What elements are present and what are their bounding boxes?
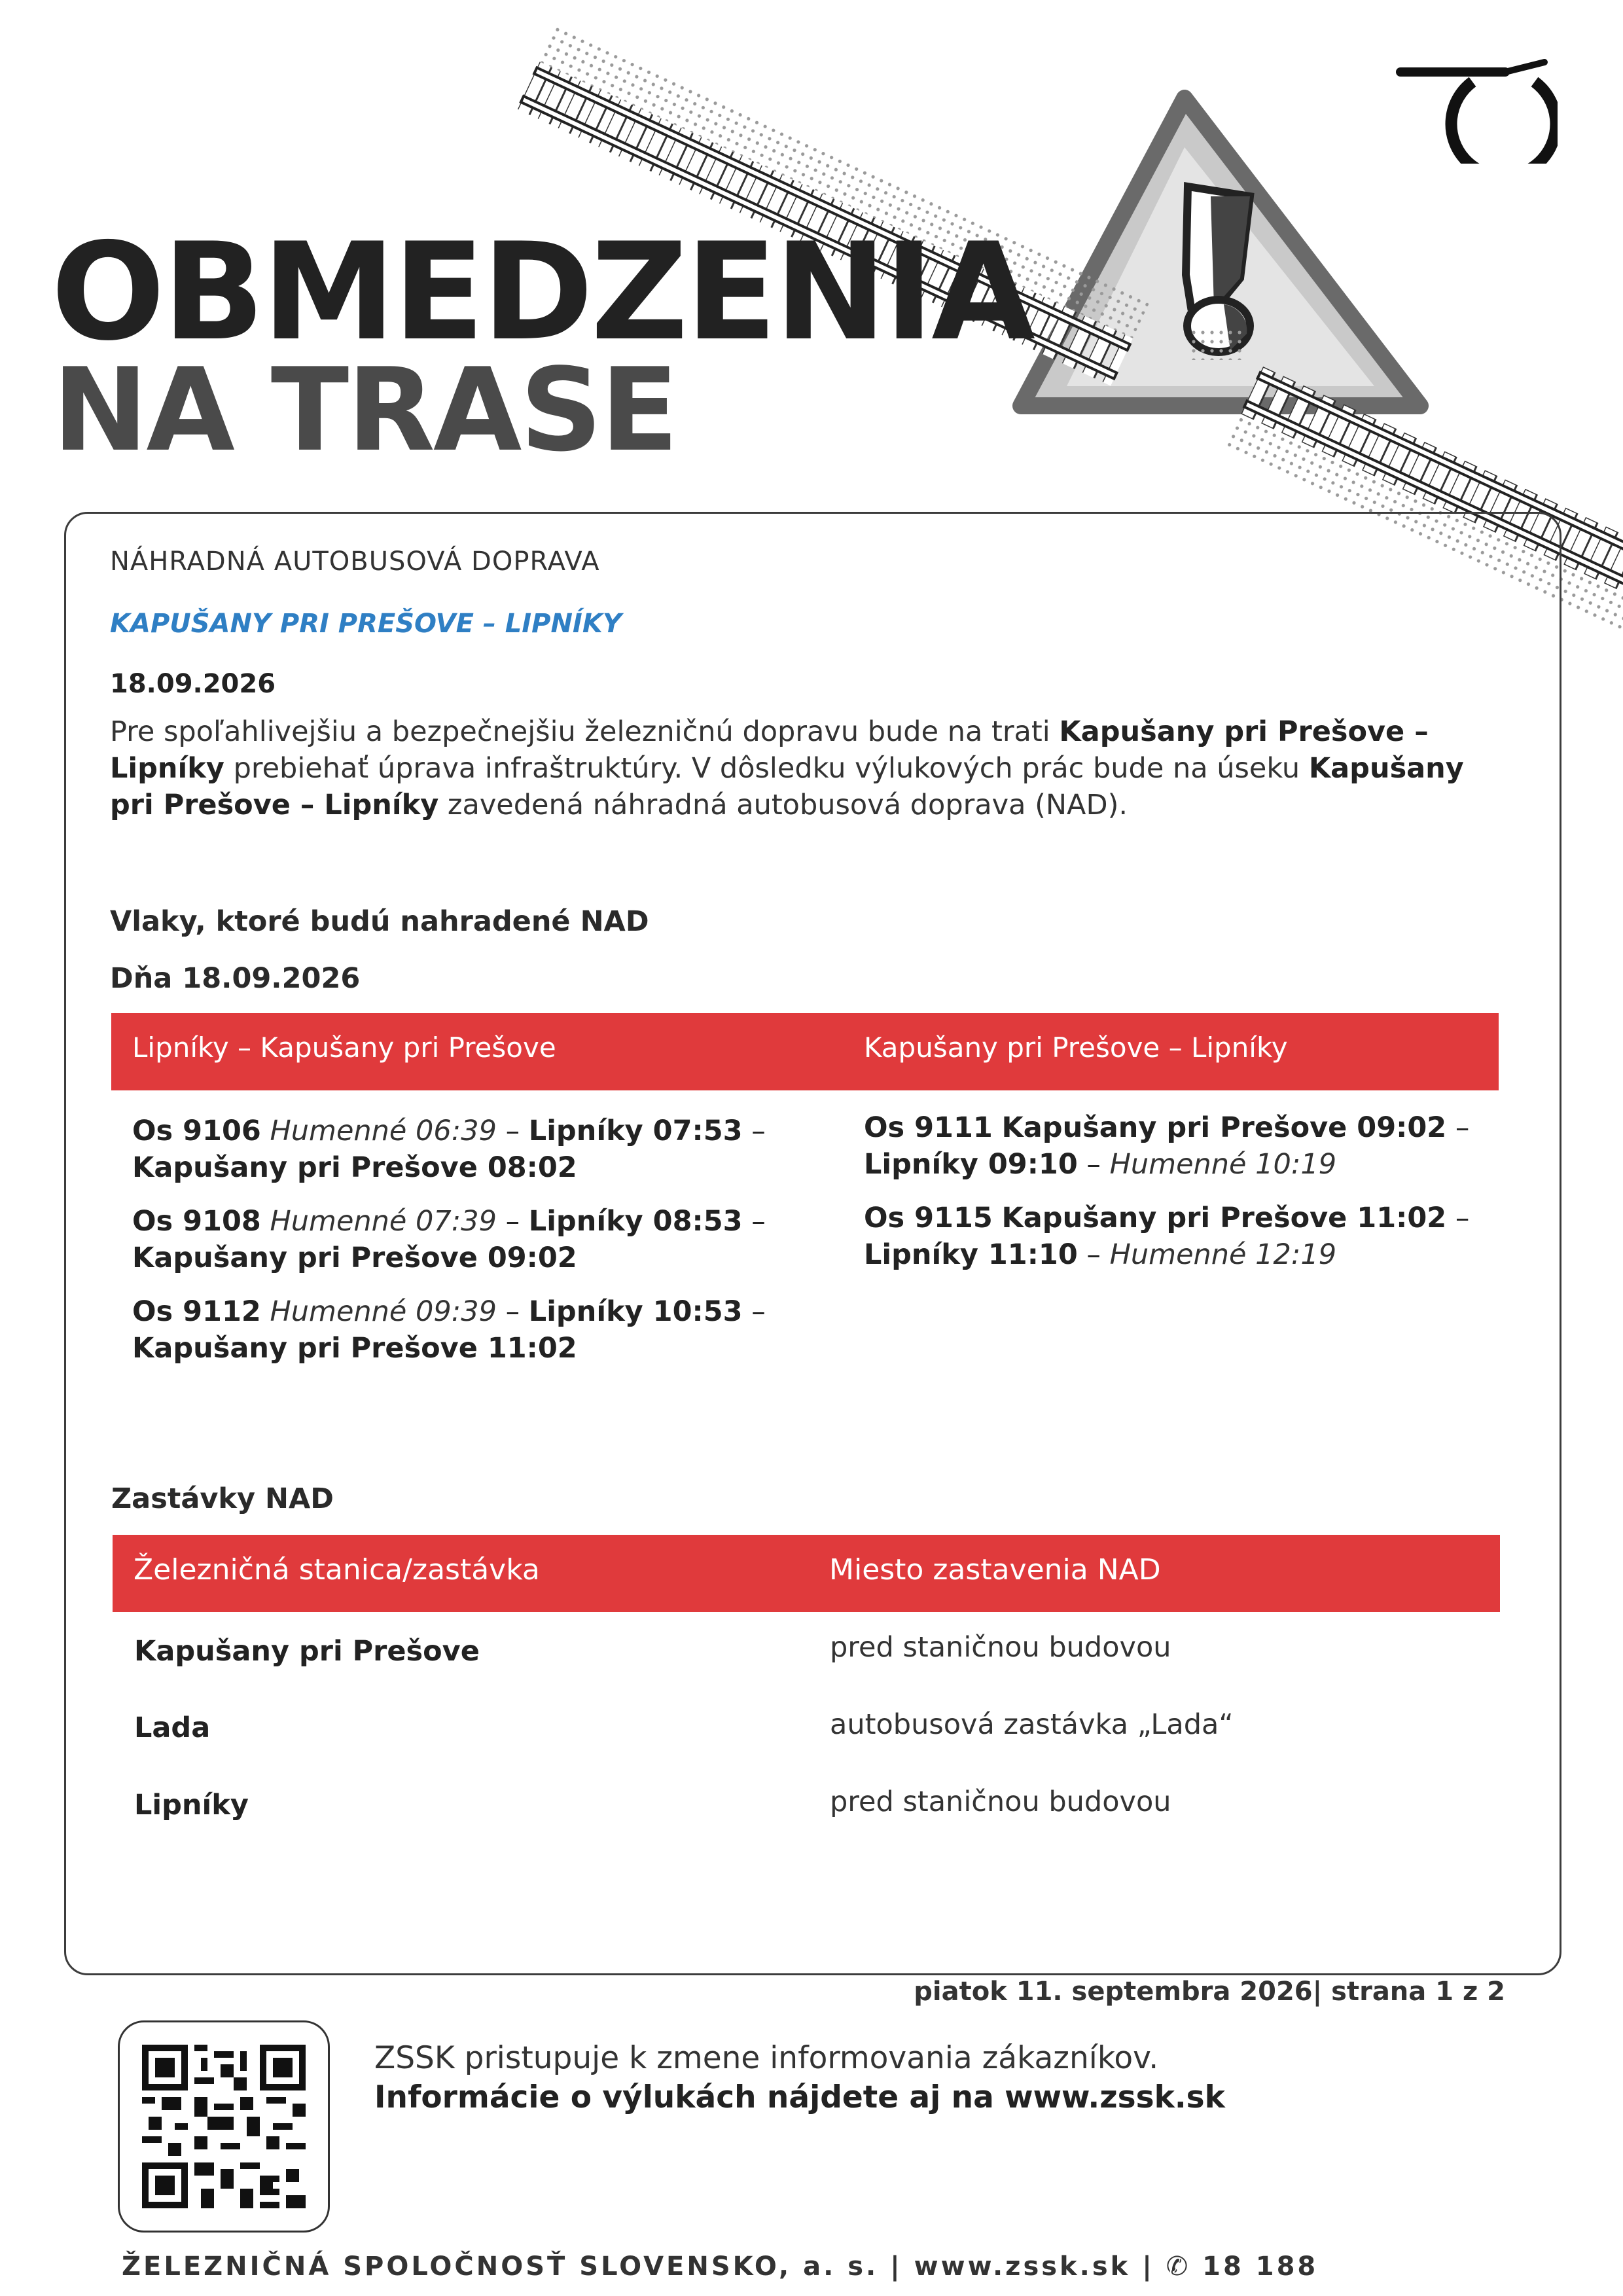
qr-frame	[118, 2020, 330, 2233]
service-type: NÁHRADNÁ AUTOBUSOVÁ DOPRAVA	[110, 547, 600, 577]
intro-paragraph	[110, 713, 1504, 823]
stop-place: pred staničnou budovou	[830, 1631, 1171, 1664]
exclamation-icon	[1186, 187, 1250, 360]
col-header-station: Železničná stanica/zastávka	[134, 1553, 540, 1587]
train-number: Os 9106	[132, 1115, 261, 1147]
stop-station: Lada	[134, 1712, 211, 1744]
col-header-stop-place: Miesto zastavenia NAD	[829, 1553, 1161, 1587]
page-title-line2: NA TRASE	[52, 344, 677, 477]
trains-table-header	[111, 1013, 1499, 1090]
train-item: Os 9111 Kapušany pri Prešove 09:02 – Lipníky 09:10 – Humenné 10:19	[864, 1111, 1470, 1181]
route-title: KAPUŠANY PRI PREŠOVE – LIPNÍKY	[110, 609, 622, 639]
train-destination: Kapušany pri Prešove 11:02	[132, 1332, 577, 1365]
trains-list-left	[132, 1113, 800, 1384]
stop-place: autobusová zastávka „Lada“	[830, 1708, 1234, 1741]
closure-date: 18.09.2026	[110, 669, 276, 699]
train-via: Lipníky 10:53	[528, 1295, 743, 1328]
train-number: Os 9108	[132, 1205, 261, 1238]
col-header-kapusany-lipniky: Kapušany pri Prešove – Lipníky	[864, 1031, 1288, 1064]
intro-text: zavedená náhradná autobusová doprava (NAD).	[438, 789, 1128, 821]
company-info: ŽELEZNIČNÁ SPOLOČNOSŤ SLOVENSKO, a. s. | www.zssk.sk | ✆ 18 188	[122, 2251, 1319, 2282]
train-destination: Humenné 12:19	[1109, 1238, 1337, 1271]
trains-heading: Vlaky, ktoré budú nahradené NAD	[110, 905, 649, 938]
stops-heading: Zastávky NAD	[111, 1482, 334, 1515]
train-destination: Kapušany pri Prešove 08:02	[132, 1151, 577, 1184]
train-item: Os 9108 Humenné 07:39 – Lipníky 08:53 – Kapušany pri Prešove 09:02	[132, 1205, 766, 1274]
train-item: Os 9106 Humenné 06:39 – Lipníky 07:53 – Kapušany pri Prešove 08:02	[132, 1115, 766, 1184]
zssk-logo-icon	[1394, 46, 1558, 164]
stop-station: Lipníky	[134, 1789, 249, 1821]
train-via: Lipníky 08:53	[528, 1205, 743, 1238]
train-via: Lipníky 11:10	[864, 1238, 1078, 1271]
trains-day: Dňa 18.09.2026	[110, 962, 361, 995]
train-item: Os 9115 Kapušany pri Prešove 11:02 – Lipníky 11:10 – Humenné 12:19	[864, 1202, 1470, 1271]
date-page-info: piatok 11. septembra 2026| strana 1 z 2	[914, 1977, 1505, 2007]
intro-text: prebiehať úprava infraštruktúry. V dôsledku výlukových prác bude na úseku	[224, 752, 1309, 785]
train-origin: Humenné 09:39	[270, 1295, 497, 1328]
qr-code-icon	[142, 2045, 306, 2208]
trains-list-right	[864, 1109, 1518, 1290]
train-destination: Kapušany pri Prešove 09:02	[132, 1242, 577, 1274]
footer-notice-line1: ZSSK pristupuje k zmene informovania zákazníkov.	[374, 2040, 1159, 2076]
train-origin: Kapušany pri Prešove 09:02	[1001, 1111, 1447, 1144]
intro-text: Pre spoľahlivejšiu a bezpečnejšiu železničnú dopravu bude na trati	[110, 715, 1060, 748]
footer-notice-line2: Informácie o výlukách nájdete aj na www.zssk.sk	[374, 2079, 1225, 2115]
intro-route-bold: Kapušany pri Prešove – Lipníky	[110, 752, 1464, 821]
col-header-lipniky-kapusany: Lipníky – Kapušany pri Prešove	[132, 1031, 556, 1064]
train-origin: Kapušany pri Prešove 11:02	[1001, 1202, 1447, 1234]
train-number: Os 9111	[864, 1111, 993, 1144]
stop-station: Kapušany pri Prešove	[134, 1635, 480, 1668]
intro-route-bold: Kapušany pri Prešove – Lipníky	[110, 715, 1429, 785]
stop-place: pred staničnou budovou	[830, 1785, 1171, 1818]
train-origin: Humenné 07:39	[270, 1205, 497, 1238]
train-number: Os 9115	[864, 1202, 993, 1234]
train-destination: Humenné 10:19	[1109, 1148, 1337, 1181]
train-item: Os 9112 Humenné 09:39 – Lipníky 10:53 – Kapušany pri Prešove 11:02	[132, 1295, 766, 1365]
train-via: Lipníky 07:53	[528, 1115, 743, 1147]
train-via: Lipníky 09:10	[864, 1148, 1078, 1181]
train-number: Os 9112	[132, 1295, 261, 1328]
page-title-line1: OBMEDZENIA	[51, 215, 1033, 370]
stops-table-header	[113, 1535, 1500, 1612]
train-origin: Humenné 06:39	[270, 1115, 497, 1147]
